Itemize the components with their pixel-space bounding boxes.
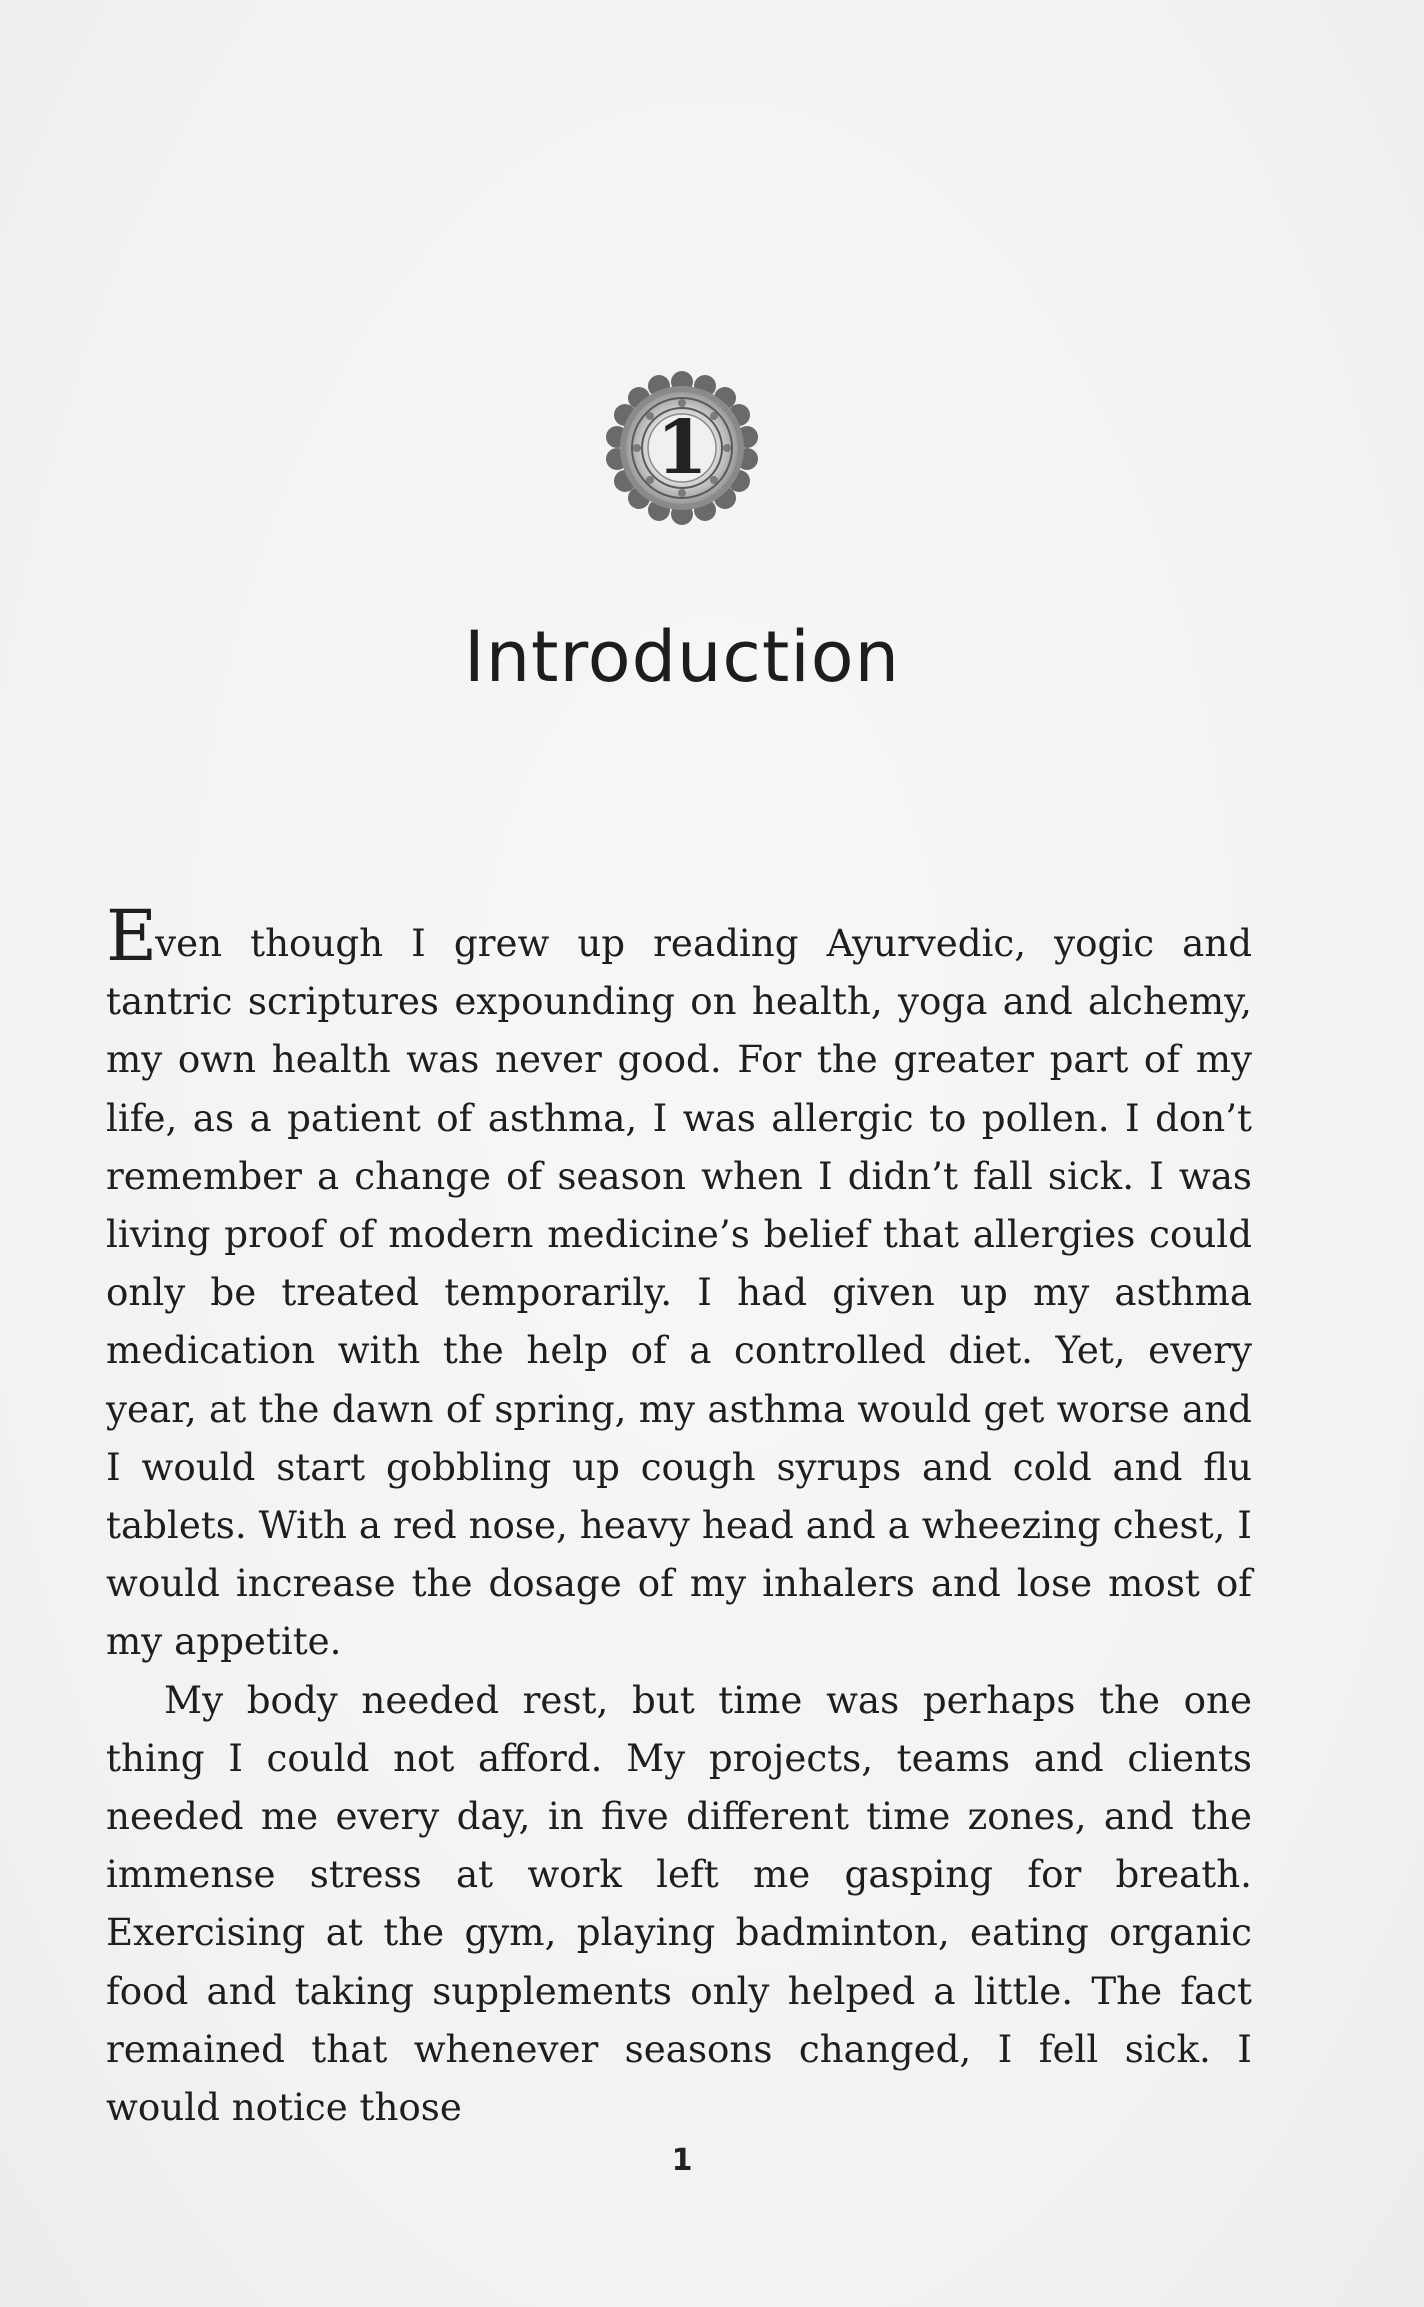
paragraph <box>106 895 1252 1671</box>
page-number: 1 <box>671 2143 693 2178</box>
chapter-body <box>106 895 1252 2136</box>
paragraph-text: ven though I grew up reading Ayurvedic, yogic and tantric scriptures expounding on health, yoga and alchemy, my own health was never good. For the greater part of my life, as a patient of asthma, I was allergic to pollen. I don’t remember a change of season when I didn’t fall sick. I was living proof of modern medicine’s belief that allergies could only be treated temporarily. I had given up my asthma medication with the help of a controlled diet. Yet, every year, at the dawn of spring, my asthma would get worse and I would start gobbling up cough syrups and cold and flu tablets. With a red nose, heavy head and a wheezing chest, I would increase the dosage of my inhalers and lose most of my appetite. <box>106 921 1252 1664</box>
drop-cap: E <box>106 895 156 977</box>
chapter-number: 1 <box>656 405 708 491</box>
chapter-title: Introduction <box>464 615 900 698</box>
paragraph: My body needed rest, but time was perhaps the one thing I could not afford. My projects, teams and clients needed me every day, in five different time zones, and the immense stress at work left me gasping for breath. Exercising at the gym, playing badminton, eating organic food and taking supplements only helped a little. The fact remained that whenever seasons changed, I fell sick. I would notice those <box>106 1677 1252 2130</box>
